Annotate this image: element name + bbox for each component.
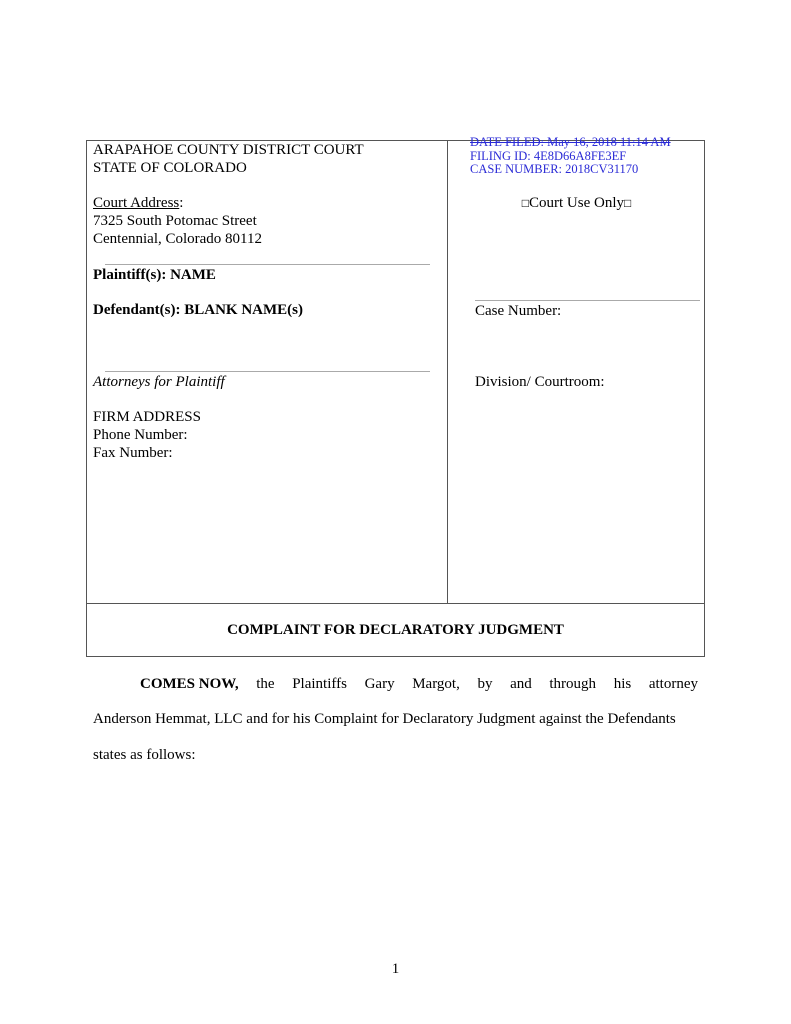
filing-stamp	[470, 136, 671, 177]
caption-rule	[105, 264, 430, 265]
page-number: 1	[391, 961, 400, 977]
stamp-date-filed: DATE FILED: May 16, 2018 11:14 AM	[470, 135, 671, 149]
division-courtroom-label: Division/ Courtroom:	[475, 374, 605, 390]
document-title: COMPLAINT FOR DECLARATORY JUDGMENT	[227, 622, 564, 638]
body-word: Gary	[364, 676, 395, 692]
stamp-filing-id: FILING ID: 4E8D66A8FE3EF	[470, 148, 627, 163]
court-city: Centennial, Colorado 80112	[93, 231, 262, 247]
case-number-label: Case Number:	[475, 303, 562, 319]
court-use-only: □Court Use Only□	[521, 195, 632, 211]
firm-address: FIRM ADDRESS	[93, 409, 201, 425]
court-street: 7325 South Potomac Street	[93, 213, 257, 229]
body-word: the	[256, 676, 275, 692]
body-word: attorney	[648, 676, 698, 692]
checkbox-icon: □	[624, 196, 632, 210]
body-line-2: Anderson Hemmat, LLC and for his Complaint for Declaratory Judgment against the Defendants	[93, 711, 676, 727]
attorneys-label: Attorneys for Plaintiff	[93, 374, 225, 390]
court-name: ARAPAHOE COUNTY DISTRICT COURT	[93, 142, 364, 158]
case-number-rule	[475, 300, 700, 301]
body-word: through	[549, 676, 597, 692]
plaintiff-name: Plaintiff(s): NAME	[93, 267, 216, 283]
body-word: Plaintiffs	[292, 676, 347, 692]
court-address-label: Court Address:	[93, 195, 184, 211]
fax-number: Fax Number:	[93, 445, 173, 461]
court-state: STATE OF COLORADO	[93, 160, 247, 176]
body-line-3: states as follows:	[93, 747, 196, 763]
body-word: Margot,	[412, 676, 460, 692]
stamp-case-number: CASE NUMBER: 2018CV31170	[470, 162, 639, 176]
phone-number: Phone Number:	[93, 427, 188, 443]
body-line-1	[140, 676, 698, 693]
caption-rule	[105, 371, 430, 372]
body-word: his	[613, 676, 632, 692]
defendant-name: Defendant(s): BLANK NAME(s)	[93, 302, 303, 318]
comes-now: COMES NOW,	[140, 676, 239, 692]
body-word: and	[510, 676, 532, 692]
caption-horizontal-divider	[86, 603, 705, 604]
checkbox-icon: □	[521, 196, 529, 210]
body-word: by	[477, 676, 493, 692]
